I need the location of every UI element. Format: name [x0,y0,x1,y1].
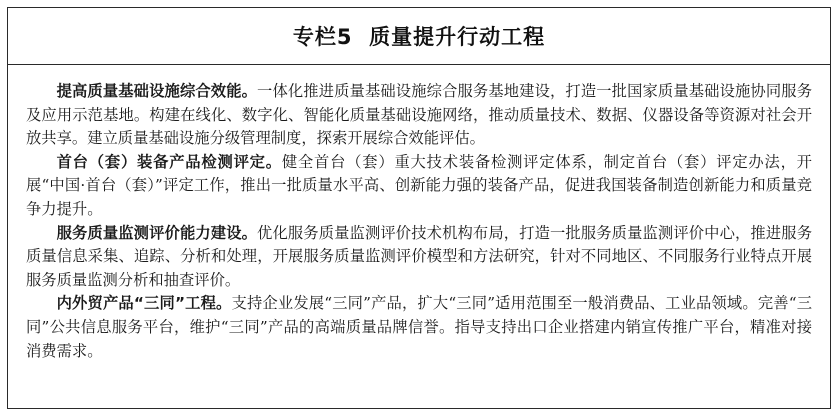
paragraph-body: 支持企业发展“三同”产品，扩大“三同”适用范围至一般消费品、工业品领域。完善“三同”公共信息服务平台，维护“三同”产品的高端质量品牌信誉。指导支持出口企业搭建内销宣传推广平台，精准对接消费需求。 [26,294,812,360]
paragraph-body: 健全首台（套）重大技术装备检测评定体系，制定首台（套）评定办法，开展“中国·首台（套）”评定工作，推出一批质量水平高、创新能力强的装备产品，促进我国装备制造创新能力和质量竞争力提升。 [26,152,812,218]
paragraph-lead: 服务质量监测评价能力建设。 [56,223,258,242]
paragraph-infrastructure [26,80,812,151]
paragraph-lead: 首台（套）装备产品检测评定。 [56,152,282,171]
paragraph-three-same [26,292,812,363]
title-bar [8,8,830,65]
paragraph-service-quality [26,222,812,293]
paragraph-lead: 提高质量基础设施综合效能。 [56,82,258,100]
box-content [8,65,830,363]
paragraph-lead: 内外贸产品“三同”工程。 [56,294,232,313]
box-title: 专栏5 质量提升行动工程 [292,25,546,49]
paragraph-first-equipment [26,151,812,222]
paragraph-body: 优化服务质量监测评价技术机构布局，打造一批服务质量监测评价中心，推进服务质量信息采集、追踪、分析和处理，开展服务质量监测评价模型和方法研究，针对不同地区、不同服务行业特点开展服务质量监测分析和抽查评价。 [26,223,812,289]
column-box [7,7,831,409]
paragraph-body: 一体化推进质量基础设施综合服务基地建设，打造一批国家质量基础设施协同服务及应用示范基地。构建在线化、数字化、智能化质量基础设施网络，推动质量技术、数据、仪器设备等资源对社会开放共享。建立质量基础设施分级管理制度，探索开展综合效能评估。 [26,82,812,148]
